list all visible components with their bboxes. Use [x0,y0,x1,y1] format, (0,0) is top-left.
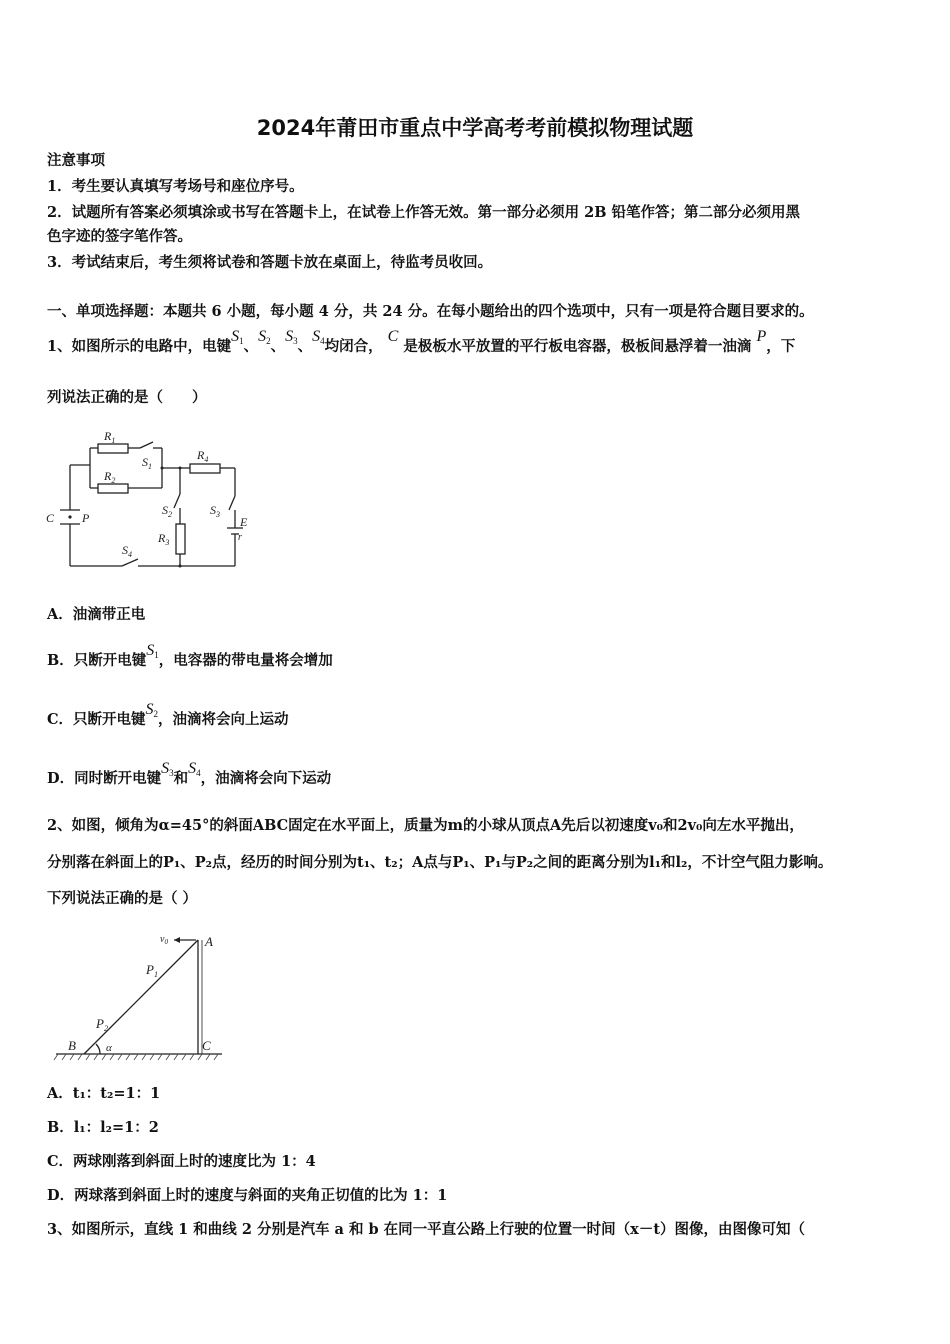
label-s3: $S_3$ [210,503,220,519]
label-r-internal: r [238,532,242,543]
switch-s2-symbol: S2 [258,328,271,346]
q1-stem-text: 1、如图所示的电路中，电键 [47,338,232,355]
question-2-stem-cont: 分别落在斜面上的P₁、P₂点，经历的时间分别为t₁、t₂；A点与P₁、P₁与P₂之间的距离分别为l₁和l₂，不计空气阻力影响。 [47,854,833,871]
option-c: C．两球刚落到斜面上时的速度比为 1：4 [47,1153,316,1170]
notice-item: 2．试题所有答案必须填涂或书写在答题卡上，在试卷上作答无效。第一部分必须用 2B 铅笔作答；第二部分必须用黑 [47,204,801,221]
notice-item: 1．考生要认真填写考场号和座位序号。 [47,178,304,195]
option-a: A．t₁：t₂=1：1 [47,1085,161,1102]
switch-s4-symbol: S4 [312,328,325,346]
label-r3: $R_3$ [158,531,170,547]
question-1-stem-cont: 列说法正确的是（ ） [47,389,207,406]
switch-s3-symbol: S3 [285,328,298,346]
switch-s3-symbol: S3 [161,760,174,778]
question-2-stem-cont: 下列说法正确的是（ ） [47,890,198,907]
question-2-stem: 2、如图，倾角为α=45°的斜面ABC固定在水平面上，质量为m的小球从顶点A先后以初速度v₀和2v₀向左水平抛出， [47,817,804,834]
page-title: 2024年莆田市重点中学高考考前模拟物理试题 [256,116,694,140]
notice-item: 色字迹的签字笔作答。 [47,228,192,245]
label-p1: $P_1$ [146,962,158,979]
label-s2: $S_2$ [162,503,172,519]
label-e: E [240,515,248,529]
capacitor-symbol: C [387,328,399,345]
label-r4: $R_4$ [197,448,209,464]
incline-diagram [50,926,230,1064]
switch-s1-symbol: S1 [231,328,244,346]
option-b: B．只断开电键S1，电容器的带电量将会增加 [47,642,333,669]
option-d: D．两球落到斜面上时的速度与斜面的夹角正切值的比为 1：1 [47,1187,448,1204]
notice-heading: 注意事项 [47,152,105,169]
label-a: A [205,934,213,949]
label-b: B [68,1038,76,1053]
label-r2: $R_2$ [104,469,116,485]
section-heading: 一、单项选择题：本题共 6 小题，每小题 4 分，共 24 分。在每小题给出的四个选项中，只有一项是符合题目要求的。 [47,303,814,320]
label-alpha: α [106,1042,112,1054]
option-a: A．油滴带正电 [47,606,146,623]
switch-s4-symbol: S4 [188,760,201,778]
switch-s1-symbol: S1 [146,642,159,660]
notice-item: 3．考试结束后，考生须将试卷和答题卡放在桌面上，待监考员收回。 [47,254,493,271]
question-1-stem: 1、如图所示的电路中，电键S1、S2、S3、S4均闭合， C 是极板水平放置的平行板电容器，极板间悬浮着一油滴 P，下 [47,328,796,355]
oil-drop-symbol: P [756,328,767,345]
label-p: P [82,511,90,525]
label-r1: $R_1$ [104,429,116,445]
label-s4: $S_4$ [122,543,132,559]
option-d: D．同时断开电键S3和S4，油滴将会向下运动 [47,760,332,787]
option-c: C．只断开电键S2，油滴将会向上运动 [47,701,289,728]
switch-s2-symbol: S2 [145,701,159,719]
label-s1: $S_1$ [142,455,152,471]
label-p2: $P_2$ [96,1016,108,1033]
label-c: C [202,1038,211,1053]
question-3-stem: 3、如图所示，直线 1 和曲线 2 分别是汽车 a 和 b 在同一平直公路上行驶的位置一时间（x－t）图像，由图像可知（ [47,1221,806,1238]
label-c: C [46,511,55,525]
option-b: B．l₁：l₂=1：2 [47,1119,159,1136]
label-v0: $v_0$ [160,934,168,946]
circuit-diagram [40,428,250,576]
